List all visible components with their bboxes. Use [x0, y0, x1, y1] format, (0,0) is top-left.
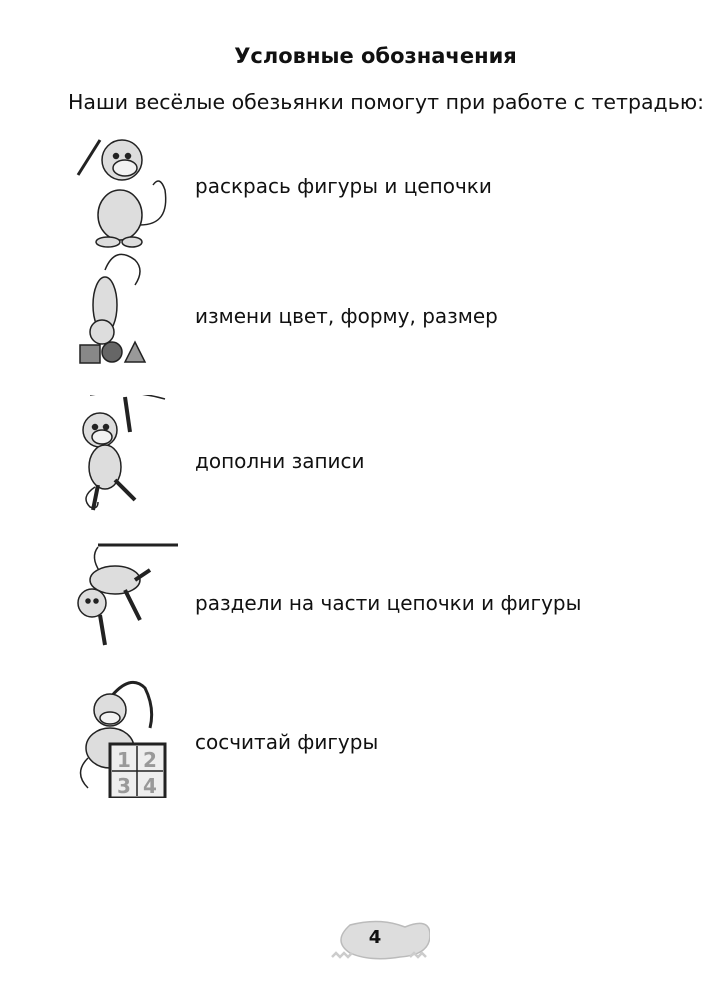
- monkey-counting-icon: [70, 678, 180, 798]
- legend-item-divide: [70, 535, 670, 655]
- page-number: 4: [368, 927, 382, 948]
- monkey-with-shapes-icon: [70, 250, 180, 370]
- legend-item-complete: [70, 395, 670, 515]
- intro-text: Наши весёлые обезьянки помогут при работе с тетрадью:: [68, 90, 704, 114]
- legend-item-count: [70, 678, 670, 798]
- page-number-badge: [330, 915, 430, 965]
- legend-label: дополни записи: [195, 449, 365, 473]
- legend-label: раскрась фигуры и цепочки: [195, 174, 492, 198]
- page-title: Условные обозначения: [234, 44, 517, 68]
- board-number: 2: [143, 748, 157, 772]
- board-number: 3: [117, 774, 131, 798]
- legend-item-color: [70, 130, 670, 250]
- monkey-with-saw-icon: [70, 535, 180, 655]
- monkey-with-brush-icon: [70, 130, 180, 250]
- legend-label: раздели на части цепочки и фигуры: [195, 591, 582, 615]
- legend-label: измени цвет, форму, размер: [195, 304, 498, 328]
- legend-item-change: [70, 250, 670, 370]
- legend-label: сосчитай фигуры: [195, 730, 379, 754]
- monkey-hanging-icon: [70, 395, 180, 515]
- board-number: 1: [117, 748, 131, 772]
- board-number: 4: [143, 774, 157, 798]
